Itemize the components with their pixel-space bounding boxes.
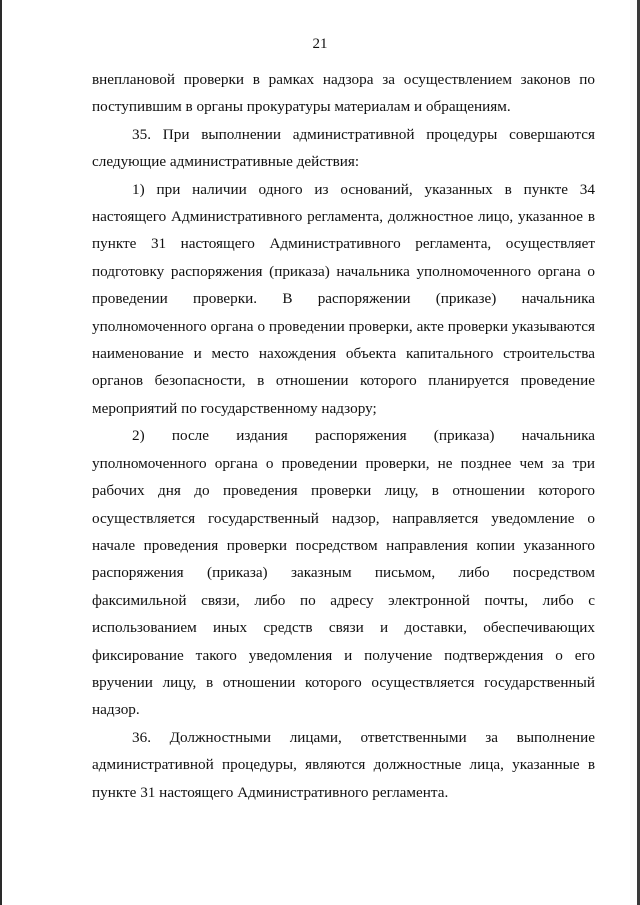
- scan-edge-left: [0, 0, 2, 905]
- document-body: [92, 66, 595, 806]
- page-number: 21: [312, 36, 328, 52]
- paragraph-subitem-2: 2) после издания распоряжения (приказа) начальника уполномоченного органа о проведении проверки, не позднее чем за три рабочих дня до проведения проверки лицу, в отношении которого осуществляется государственный надзор, направляется уведомление о начале проведения проверки посредством направления копии указанного распоряжения (приказа) заказным письмом, либо посредством факсимильной связи, либо по адресу электронной почты, либо с использованием иных средств связи и доставки, обеспечивающих фиксирование такого уведомления и получение подтверждения о его вручении лицу, в отношении которого осуществляется государственный надзор.: [92, 427, 595, 719]
- paragraph-subitem-1: 1) при наличии одного из оснований, указанных в пункте 34 настоящего Административного регламента, должностное лицо, указанное в пункте 31 настоящего Административного регламента, осуществляет подготовку распоряжения (приказа) начальника уполномоченного органа о проведении проверки. В распоряжении (приказе) начальника уполномоченного органа о проведении проверки, акте проверки указываются наименование и место нахождения объекта капитального строительства органов безопасности, в отношении которого планируется проведение мероприятий по государственному надзору;: [92, 180, 595, 417]
- paragraph-continuation: внеплановой проверки в рамках надзора за осуществлением законов по поступившим в органы прокуратуры материалам и обращениям.: [92, 71, 595, 116]
- paragraph-item-36: 36. Должностными лицами, ответственными за выполнение административной процедуры, являются должностные лица, указанные в пункте 31 настоящего Административного регламента.: [92, 728, 595, 801]
- paragraph-item-35: 35. При выполнении административной процедуры совершаются следующие административные действия:: [92, 125, 595, 171]
